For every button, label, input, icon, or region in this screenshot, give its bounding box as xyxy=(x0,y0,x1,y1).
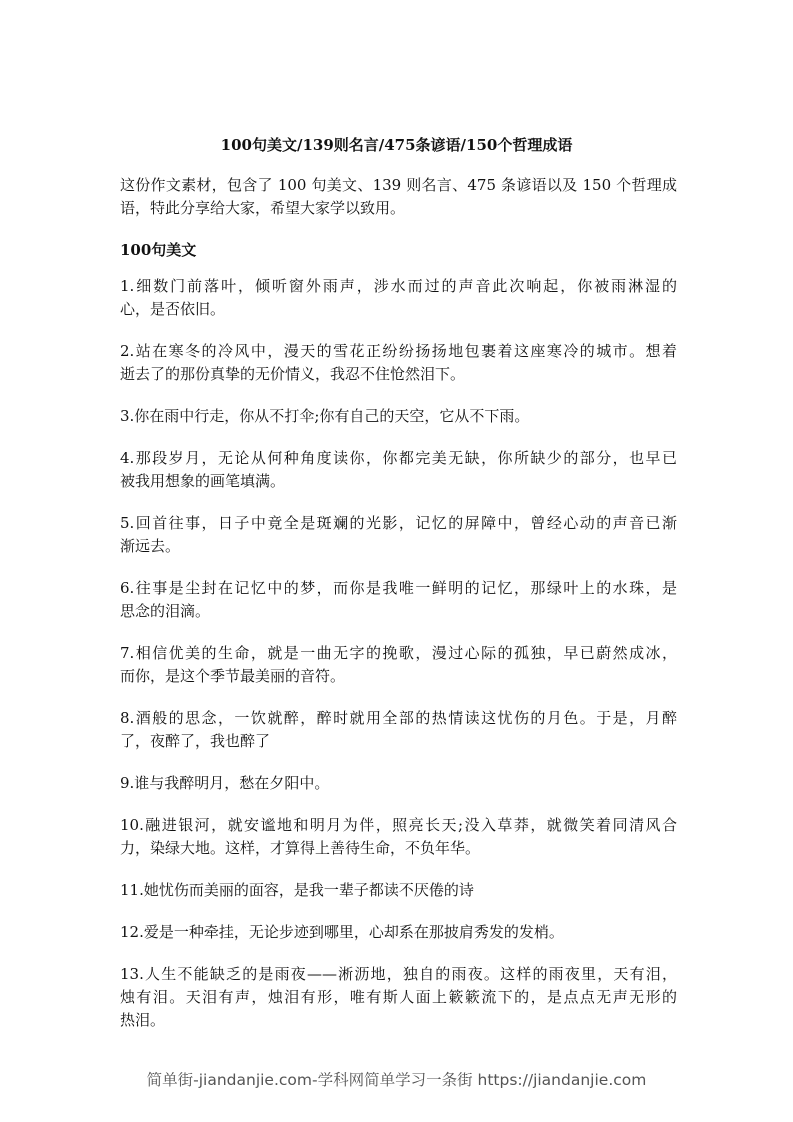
list-item-line: 烛有泪。天泪有声，烛泪有形，唯有斯人面上簌簌流下的，是点点无声无形的 xyxy=(120,988,677,1006)
list-item-line: 逝去了的那份真挚的无价情义，我忍不住怆然泪下。 xyxy=(120,365,466,383)
list-item-line: 渐远去。 xyxy=(120,537,181,555)
intro-paragraph xyxy=(120,174,677,220)
list-item-line: 12.爱是一种牵挂，无论步迹到哪里，心却系在那披肩秀发的发梢。 xyxy=(120,923,564,941)
document-body xyxy=(120,174,677,1051)
list-item xyxy=(120,577,677,623)
list-item-line: 被我用想象的画笔填满。 xyxy=(120,472,286,490)
section-heading: 100句美文 xyxy=(120,241,197,259)
list-item xyxy=(120,879,677,902)
list-item-line: 心，是否依旧。 xyxy=(120,300,226,318)
list-item xyxy=(120,963,677,1032)
list-item-line: 3.你在雨中行走，你从不打伞;你有自己的天空，它从不下雨。 xyxy=(120,407,530,425)
list-item xyxy=(120,642,677,688)
list-item xyxy=(120,405,677,428)
list-item-line: 4.那段岁月，无论从何种角度读你，你都完美无缺，你所缺少的部分，也早已 xyxy=(120,449,677,467)
sentence-list xyxy=(120,275,677,1032)
list-item-line: 1.细数门前落叶，倾听窗外雨声，涉水而过的声音此次响起，你被雨淋湿的 xyxy=(120,277,677,295)
footer-watermark: 简单街-jiandanjie.com-学科网简单学习一条街 https://jiandanjie.com xyxy=(146,1071,647,1089)
intro-line: 语，特此分享给大家，希望大家学以致用。 xyxy=(120,199,406,217)
list-item-line: 5.回首往事，日子中竟全是斑斓的光影，记忆的屏障中，曾经心动的声音已渐 xyxy=(120,514,677,532)
list-item-line: 11.她忧伤而美丽的面容，是我一辈子都读不厌倦的诗 xyxy=(120,881,474,899)
list-item-line: 2.站在寒冬的冷风中，漫天的雪花正纷纷扬扬地包裹着这座寒冷的城市。想着 xyxy=(120,342,677,360)
list-item-line: 思念的泪滴。 xyxy=(120,602,211,620)
list-item-line: 了，夜醉了，我也醉了 xyxy=(120,732,271,750)
list-item xyxy=(120,275,677,321)
list-item xyxy=(120,340,677,386)
list-item-line: 13.人生不能缺乏的是雨夜——淅沥地，独自的雨夜。这样的雨夜里，天有泪， xyxy=(120,965,677,983)
list-item xyxy=(120,814,677,860)
list-item-line: 力，染绿大地。这样，才算得上善待生命，不负年华。 xyxy=(120,839,481,857)
list-item xyxy=(120,512,677,558)
list-item-line: 热泪。 xyxy=(120,1011,166,1029)
list-item-line: 7.相信优美的生命，就是一曲无字的挽歌，漫过心际的孤独，早已蔚然成冰， xyxy=(120,644,677,662)
intro-line: 这份作文素材，包含了 100 句美文、139 则名言、475 条谚语以及 150 个哲理成 xyxy=(120,176,677,194)
list-item xyxy=(120,772,677,795)
list-item-line: 而你，是这个季节最美丽的音符。 xyxy=(120,667,346,685)
list-item-line: 10.融进银河，就安谧地和明月为伴，照亮长天;没入草莽，就微笑着同清风合 xyxy=(120,816,677,834)
list-item xyxy=(120,447,677,493)
document-title: 100句美文/139则名言/475条谚语/150个哲理成语 xyxy=(220,136,573,154)
list-item-line: 8.酒般的思念，一饮就醉，醉时就用全部的热情读这忧伤的月色。于是，月醉 xyxy=(120,709,677,727)
list-item-line: 9.谁与我醉明月，愁在夕阳中。 xyxy=(120,774,330,792)
list-item-line: 6.往事是尘封在记忆中的梦，而你是我唯一鲜明的记忆，那绿叶上的水珠，是 xyxy=(120,579,677,597)
list-item xyxy=(120,921,677,944)
list-item xyxy=(120,707,677,753)
